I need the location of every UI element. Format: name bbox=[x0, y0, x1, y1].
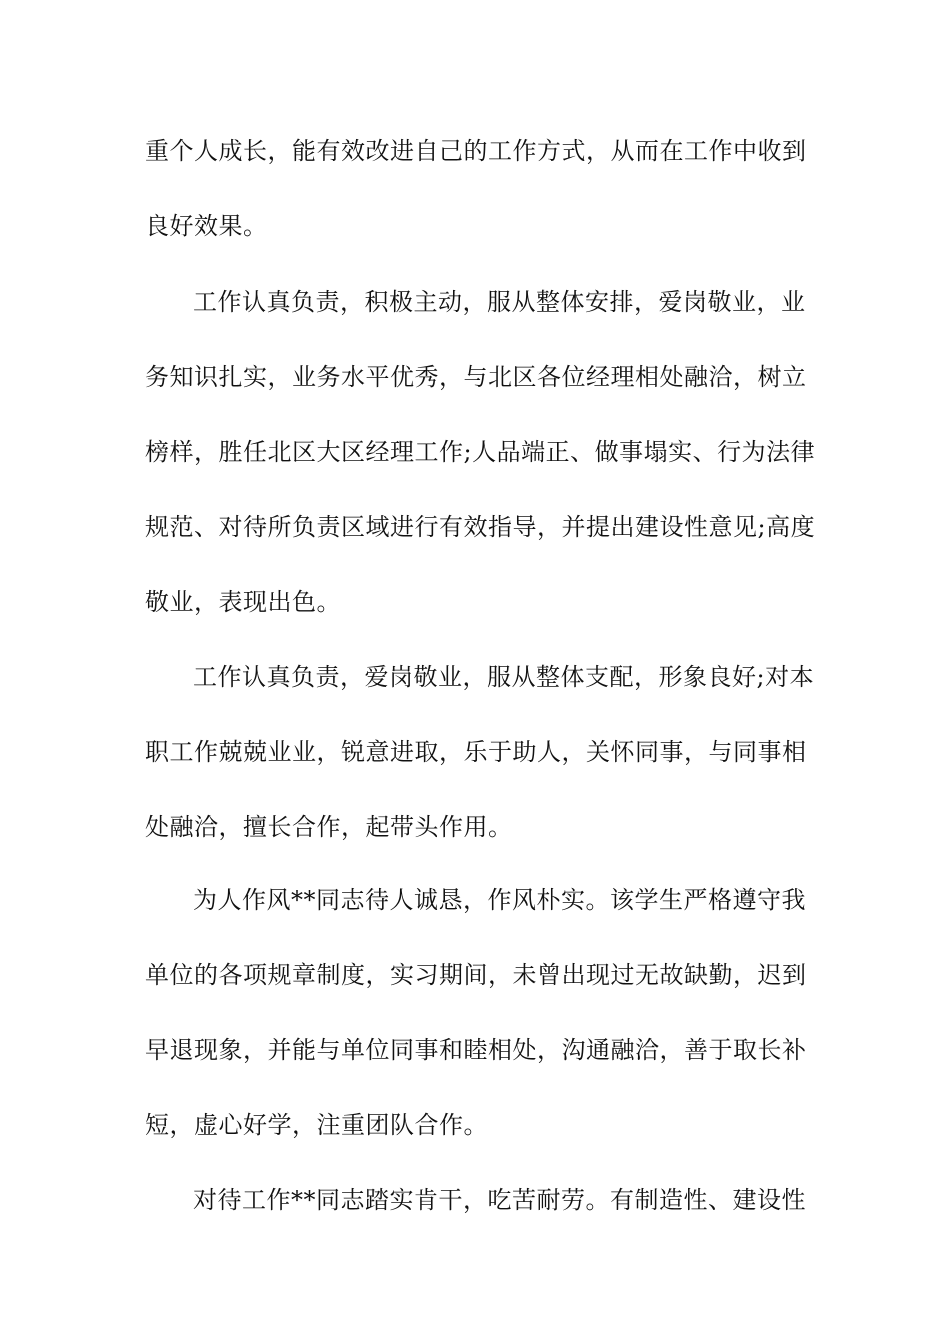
paragraph-start-line: 工作认真负责，积极主动，服从整体安排，爱岗敬业，业 bbox=[193, 288, 806, 316]
text-line: 单位的各项规章制度，实习期间，未曾出现过无故缺勤，迟到 bbox=[145, 961, 807, 989]
text-line: 榜样，胜任北区大区经理工作;人品端正、做事塌实、行为法律 bbox=[145, 438, 816, 466]
text-line: 务知识扎实，业务水平优秀，与北区各位经理相处融洽，树立 bbox=[145, 363, 807, 391]
text-line: 良好效果。 bbox=[145, 212, 268, 240]
paragraph-start-line: 为人作风**同志待人诚恳，作风朴实。该学生严格遵守我 bbox=[193, 886, 806, 914]
paragraph-start-line: 工作认真负责，爱岗敬业，服从整体支配，形象良好;对本 bbox=[193, 663, 815, 691]
paragraph-start-line: 对待工作**同志踏实肯干，吃苦耐劳。有制造性、建设性 bbox=[193, 1186, 806, 1214]
text-line: 敬业，表现出色。 bbox=[145, 588, 341, 616]
text-line: 处融洽，擅长合作，起带头作用。 bbox=[145, 813, 513, 841]
text-line: 职工作兢兢业业，锐意进取，乐于助人，关怀同事，与同事相 bbox=[145, 738, 807, 766]
text-line: 短，虚心好学，注重团队合作。 bbox=[145, 1111, 488, 1139]
text-line: 规范、对待所负责区域进行有效指导，并提出建设性意见;高度 bbox=[145, 513, 816, 541]
text-line: 重个人成长，能有效改进自己的工作方式，从而在工作中收到 bbox=[145, 137, 807, 165]
text-line: 早退现象，并能与单位同事和睦相处，沟通融洽，善于取长补 bbox=[145, 1036, 807, 1064]
